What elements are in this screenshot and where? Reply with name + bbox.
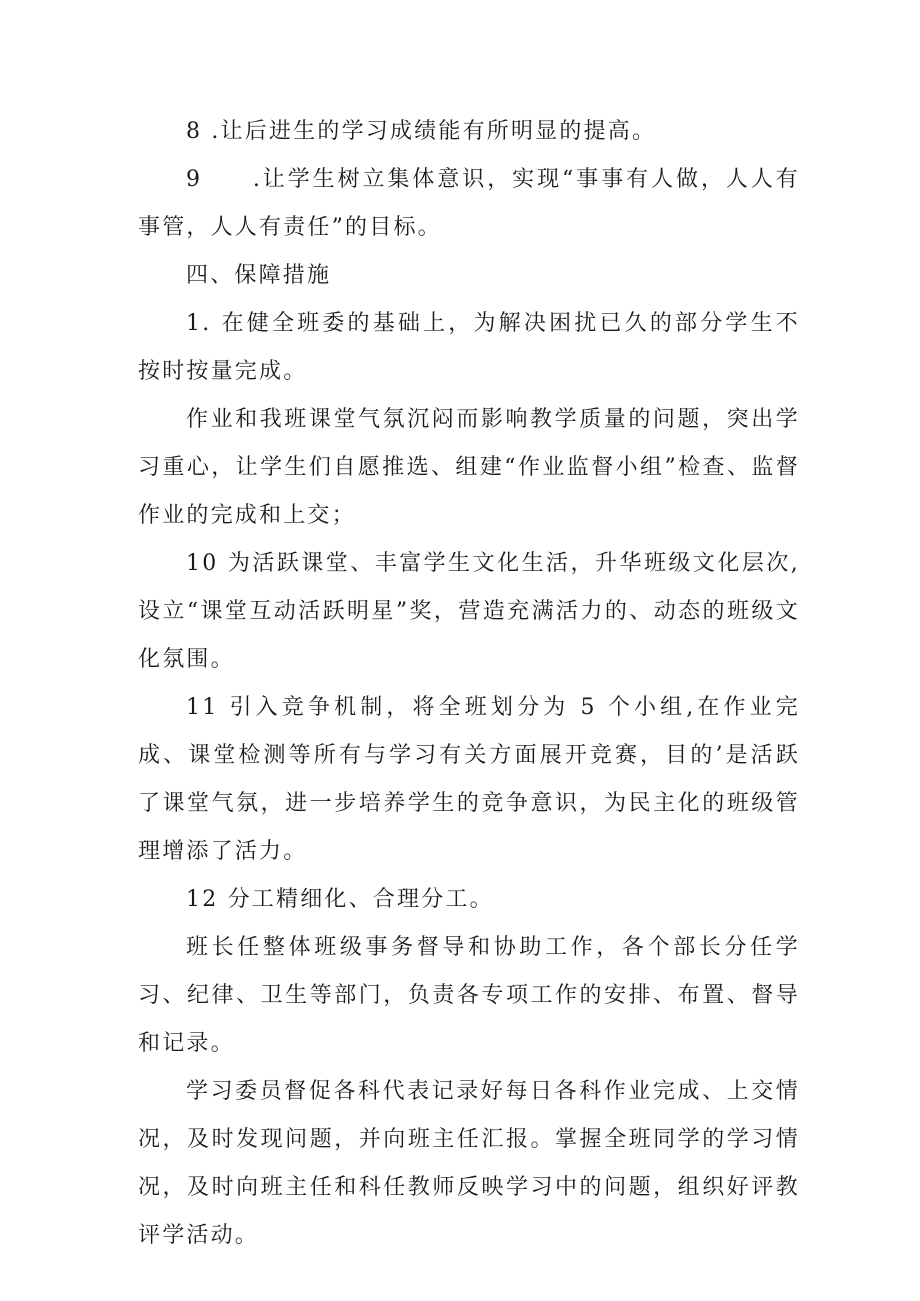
paragraph-goal-9: 9 .让学生树立集体意识，实现“事事有人做，人人有事管，人人有责任”的目标。 bbox=[138, 167, 800, 240]
section-heading-measures: 四、保障措施 bbox=[186, 263, 332, 288]
paragraph-measure-11: 11 引入竞争机制，将全班划分为 5 个小组,在作业完成、课堂检测等所有与学习有关方面展开竞赛，目的’是活跃了课堂气氛，进一步培养学生的竞争意识，为民主化的班级管理增添了活力。 bbox=[138, 695, 800, 864]
paragraph-monitor-duties: 班长任整体班级事务督导和协助工作，各个部长分任学习、纪律、卫生等部门，负责各专项工作的安排、布置、督导和记录。 bbox=[138, 935, 800, 1056]
paragraph-goal-8: 8 .让后进生的学习成绩能有所明显的提高。 bbox=[186, 119, 657, 144]
paragraph-homework-group: 作业和我班课堂气氛沉闷而影响教学质量的问题，突出学习重心，让学生们自愿推选、组建“作业监督小组”检查、监督作业的完成和上交； bbox=[138, 407, 800, 528]
paragraph-measure-1: 1. 在健全班委的基础上，为解决困扰已久的部分学生不按时按量完成。 bbox=[138, 311, 800, 384]
document-page bbox=[138, 108, 800, 1260]
paragraph-measure-10: 10 为活跃课堂、丰富学生文化生活，升华班级文化层次,设立“课堂互动活跃明星”奖，营造充满活力的、动态的班级文化氛围。 bbox=[138, 551, 800, 672]
paragraph-measure-12: 12 分工精细化、合理分工。 bbox=[186, 887, 494, 912]
paragraph-study-committee-duties: 学习委员督促各科代表记录好每日各科作业完成、上交情况，及时发现问题，并向班主任汇报。掌握全班同学的学习情况，及时向班主任和科任教师反映学习中的问题，组织好评教评学活动。 bbox=[138, 1079, 800, 1248]
